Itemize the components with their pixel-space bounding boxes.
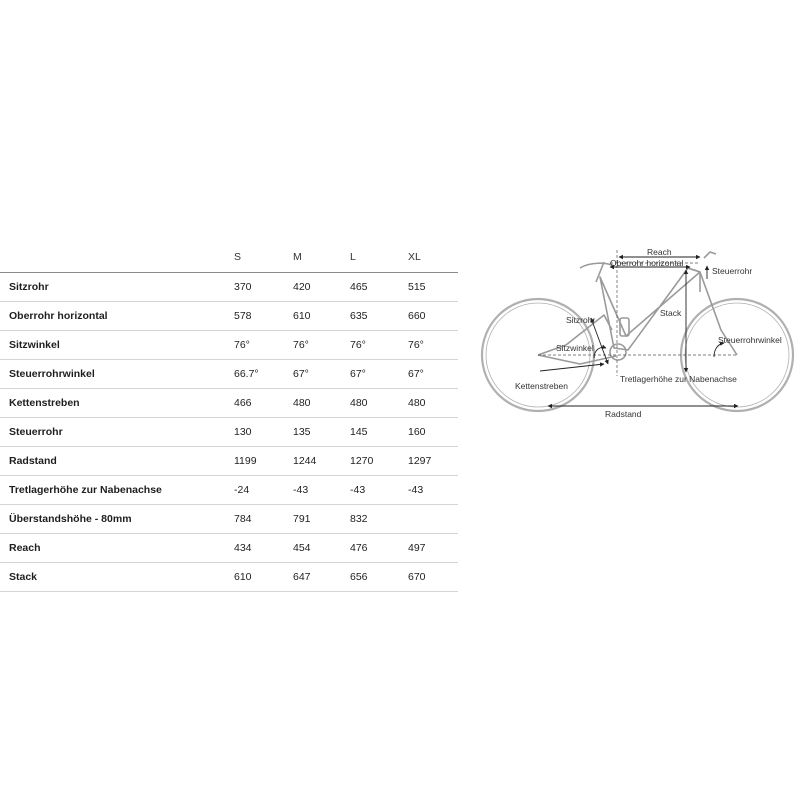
row-label: Steuerrohrwinkel (9, 368, 95, 380)
value-m: 420 (293, 281, 311, 293)
value-s: 466 (234, 397, 252, 409)
value-xl: 515 (408, 281, 426, 293)
value-l: 476 (350, 542, 368, 554)
label-steuerrohr: Steuerrohr (712, 266, 753, 276)
value-s: -24 (234, 484, 250, 496)
value-m: 454 (293, 542, 311, 554)
value-s: 578 (234, 310, 252, 322)
value-m: -43 (293, 484, 309, 496)
value-s: 370 (234, 281, 252, 293)
label-tretlagerhoehe: Tretlagerhöhe zur Nabenachse (620, 374, 737, 384)
size-header-xl: XL (408, 251, 421, 263)
label-sitzrohr: Sitzrohr (566, 315, 596, 325)
row-label: Überstandshöhe - 80mm (9, 513, 132, 525)
value-m: 647 (293, 571, 311, 583)
value-s: 66.7° (234, 368, 259, 380)
value-xl: 497 (408, 542, 426, 554)
value-xl: 660 (408, 310, 426, 322)
size-header-m: M (293, 251, 302, 263)
value-l: 656 (350, 571, 368, 583)
value-l: 145 (350, 426, 368, 438)
value-l: 76° (350, 339, 366, 351)
table-row-sitzwinkel (0, 331, 458, 360)
row-label: Stack (9, 571, 38, 583)
value-xl: 160 (408, 426, 426, 438)
value-s: 784 (234, 513, 252, 525)
table-row-steuerrohrwinkel (0, 360, 458, 389)
label-reach: Reach (647, 247, 672, 257)
row-label: Reach (9, 542, 41, 554)
value-xl: -43 (408, 484, 424, 496)
value-s: 610 (234, 571, 252, 583)
value-m: 1244 (293, 455, 317, 467)
label-radstand: Radstand (605, 409, 642, 419)
value-xl: 480 (408, 397, 426, 409)
row-label: Sitzrohr (9, 281, 49, 293)
value-l: 635 (350, 310, 368, 322)
label-steuerrohrwinkel: Steuerrohrwinkel (718, 335, 782, 345)
table-row-tretlagerhoehe (0, 476, 458, 505)
value-m: 76° (293, 339, 309, 351)
value-l: 1270 (350, 455, 374, 467)
value-l: 465 (350, 281, 368, 293)
table-row-steuerrohr (0, 418, 458, 447)
label-oberrohr-horizontal: Oberrohr horizontal (610, 258, 684, 268)
label-kettenstreben: Kettenstreben (515, 381, 568, 391)
value-s: 434 (234, 542, 252, 554)
row-label: Oberrohr horizontal (9, 310, 108, 322)
diagram-labels (515, 247, 782, 419)
label-stack: Stack (660, 308, 682, 318)
value-s: 76° (234, 339, 250, 351)
size-header-s: S (234, 251, 242, 263)
row-label: Steuerrohr (9, 426, 63, 438)
table-row-kettenstreben (0, 389, 458, 418)
geometry-table (0, 243, 458, 583)
value-xl: 670 (408, 571, 426, 583)
value-s: 1199 (234, 455, 257, 467)
table-row-oberrohr-horizontal (0, 302, 458, 331)
bike-geometry-diagram (478, 240, 800, 430)
value-l: 67° (350, 368, 366, 380)
table-row-ueberstandshoehe (0, 505, 458, 534)
value-m: 67° (293, 368, 309, 380)
row-label: Sitzwinkel (9, 339, 60, 351)
value-l: 832 (350, 513, 368, 525)
value-m: 610 (293, 310, 311, 322)
row-label: Tretlagerhöhe zur Nabenachse (9, 484, 162, 496)
value-m: 480 (293, 397, 311, 409)
value-s: 130 (234, 426, 252, 438)
table-row-stack (0, 563, 458, 592)
value-m: 791 (293, 513, 311, 525)
table-row-radstand (0, 447, 458, 476)
row-label: Radstand (9, 455, 57, 467)
value-m: 135 (293, 426, 311, 438)
row-label: Kettenstreben (9, 397, 80, 409)
table-row-reach (0, 534, 458, 563)
value-l: 480 (350, 397, 368, 409)
size-header-l: L (350, 251, 356, 263)
value-l: -43 (350, 484, 366, 496)
value-xl: 1297 (408, 455, 432, 467)
label-sitzwinkel: Sitzwinkel (556, 343, 594, 353)
table-header (0, 243, 458, 273)
value-xl: 67° (408, 368, 424, 380)
table-row-sitzrohr (0, 273, 458, 302)
value-xl: 76° (408, 339, 424, 351)
